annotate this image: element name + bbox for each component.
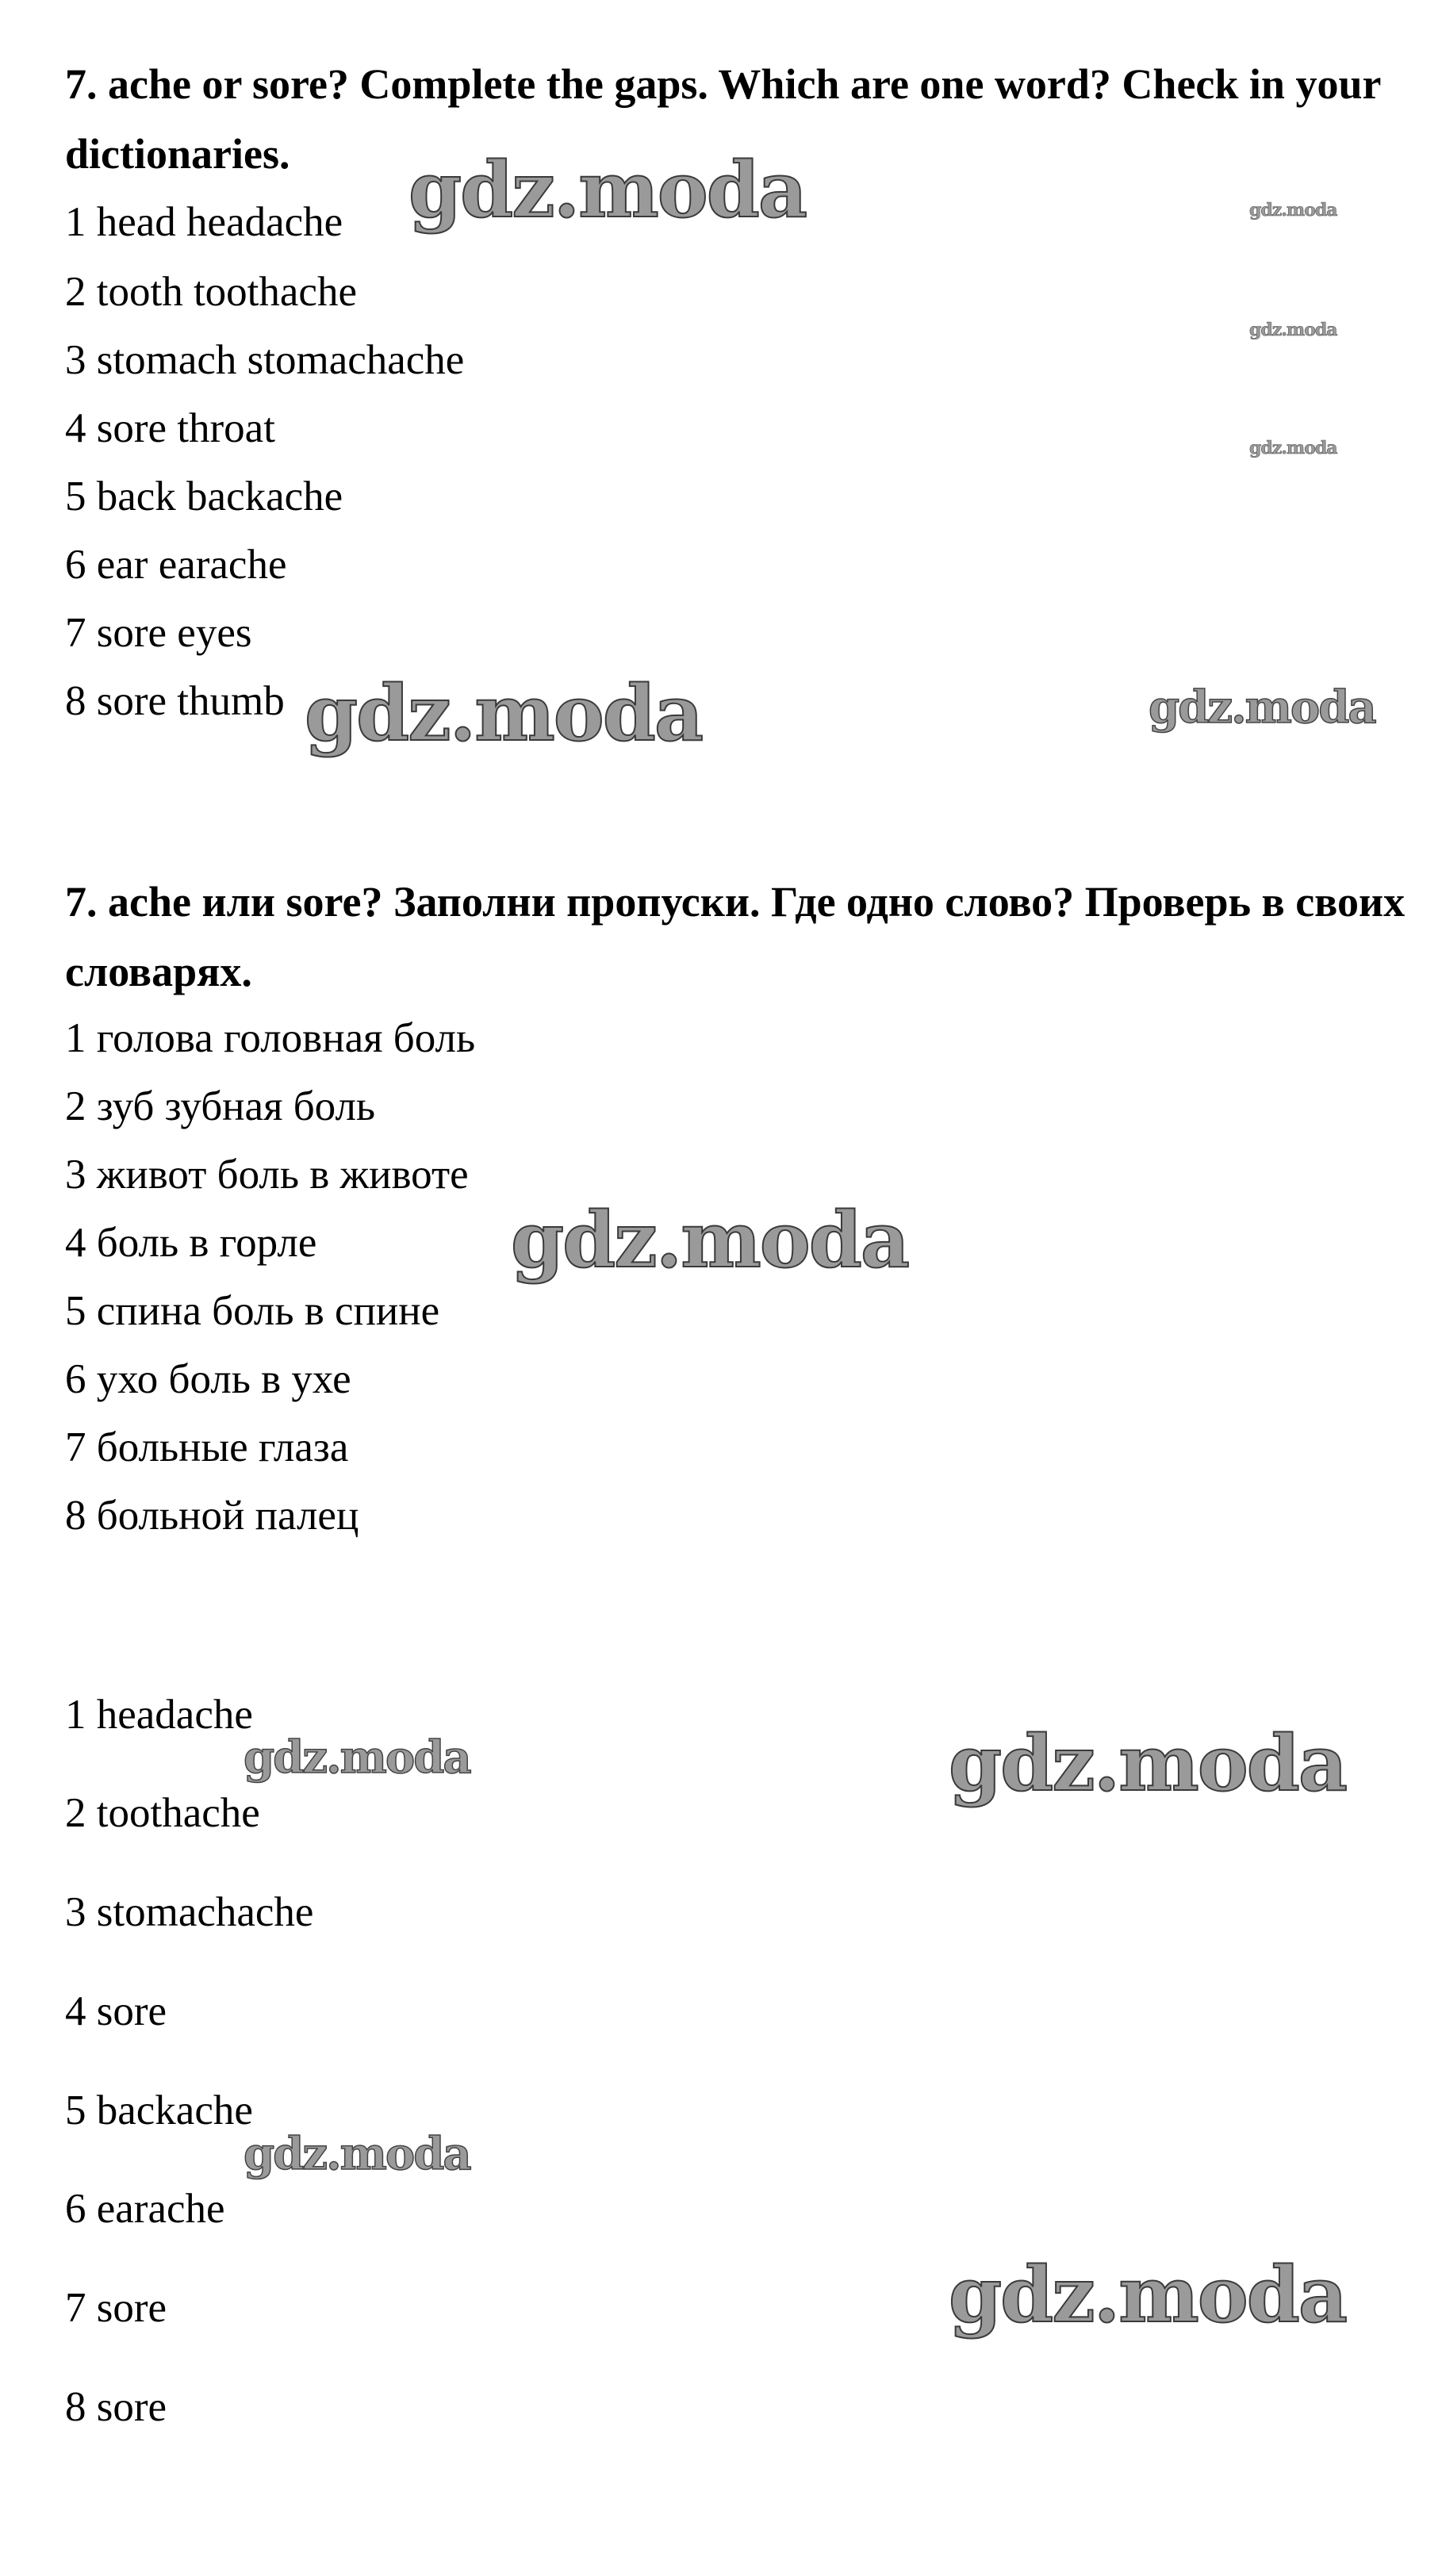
watermark: gdz.moda	[1249, 320, 1337, 340]
answer-item: 1 headache	[65, 1692, 253, 1738]
list-item: 1 head headache	[65, 199, 343, 245]
answer-item: 6 earache	[65, 2186, 225, 2232]
watermark: gdz.moda	[244, 1731, 470, 1784]
watermark: gdz.moda	[1249, 438, 1337, 458]
watermark: gdz.moda	[1249, 200, 1337, 220]
watermark: gdz.moda	[949, 1719, 1347, 1808]
watermark: gdz.moda	[1149, 681, 1375, 734]
exercise-title-ru: 7. ache или sore? Заполни пропуски. Где одно слово? Проверь в своих словарях.	[65, 878, 1406, 995]
list-item: 1 голова головная боль	[65, 1015, 476, 1061]
list-item: 3 живот боль в животе	[65, 1152, 469, 1198]
list-item: 8 sore thumb	[65, 678, 285, 724]
answer-item: 7 sore	[65, 2285, 167, 2331]
list-item: 8 больной палец	[65, 1493, 359, 1539]
watermark: gdz.moda	[244, 2128, 470, 2180]
list-item: 6 ухо боль в ухе	[65, 1356, 351, 1402]
answer-item: 4 sore	[65, 1988, 167, 2034]
list-item: 7 больные глаза	[65, 1424, 349, 1470]
list-item: 7 sore eyes	[65, 610, 252, 656]
answer-item: 5 backache	[65, 2087, 253, 2133]
watermark: gdz.moda	[949, 2250, 1347, 2340]
answer-item: 8 sore	[65, 2384, 167, 2430]
list-item: 4 sore throat	[65, 405, 275, 451]
list-item: 5 спина боль в спине	[65, 1288, 440, 1334]
list-item: 5 back backache	[65, 473, 343, 519]
watermark: gdz.moda	[408, 145, 807, 235]
answer-item: 2 toothache	[65, 1790, 260, 1836]
watermark: gdz.moda	[511, 1195, 909, 1285]
exercise-title-en: 7. ache or sore? Complete the gaps. Which are one word? Check in your dictionaries.	[65, 60, 1381, 178]
list-item: 6 ear earache	[65, 542, 287, 588]
list-item: 4 боль в горле	[65, 1220, 317, 1266]
list-item: 2 зуб зубная боль	[65, 1083, 376, 1129]
list-item: 2 tooth toothache	[65, 269, 357, 315]
list-item: 3 stomach stomachache	[65, 337, 465, 383]
answer-item: 3 stomachache	[65, 1889, 314, 1935]
watermark: gdz.moda	[305, 669, 703, 758]
